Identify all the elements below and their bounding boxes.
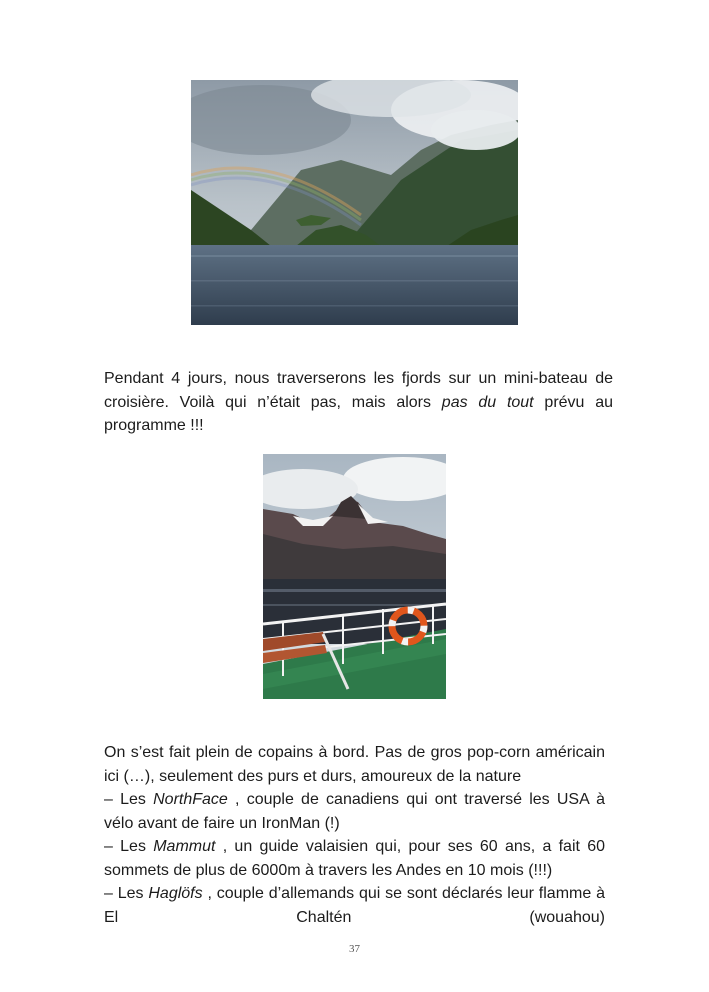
companions-intro: On s’est fait plein de copains à bord. Pas de gros pop-corn américain ici (…), seulement des purs et durs, amoureux de la nature: [104, 744, 605, 785]
paragraph-companions: [104, 741, 605, 929]
mammut-text: , un guide valaisien qui, pour ses 60 ans, a fait 60 sommets de plus de 6000m à travers les Andes en 10 mois (!!!): [104, 838, 605, 879]
mammut-prefix: – Les: [104, 838, 154, 855]
northface-prefix: – Les: [104, 791, 154, 808]
paragraph-fjords: [104, 367, 613, 438]
mammut-name: Mammut: [153, 838, 216, 855]
fjord-illustration: [191, 80, 518, 325]
haglofs-name: Haglöfs: [148, 885, 203, 902]
fjords-text-end: prévu au programme !!!: [104, 393, 614, 434]
fjord-rainbow-photo: [191, 80, 518, 325]
northface-name: NorthFace: [153, 791, 228, 808]
boat-illustration: [263, 454, 446, 699]
haglofs-text: , couple d’allemands qui se sont déclarés leur flamme à: [202, 885, 605, 902]
companion-item-northface: [104, 788, 605, 835]
companion-item-haglofs: [104, 882, 605, 906]
paragraph-fjords-text: [104, 367, 613, 438]
page-number: 37: [349, 943, 360, 955]
companion-item-mammut: [104, 835, 605, 882]
companion-item-haglofs-last-line: El Chaltén (wouahou): [104, 908, 605, 926]
boat-deck-photo: [263, 454, 446, 699]
fjords-emphasis: pas du tout: [441, 393, 534, 411]
northface-text: , couple de canadiens qui ont traversé les USA à vélo avant de faire un IronMan (!): [104, 791, 606, 832]
haglofs-prefix: – Les: [104, 885, 149, 902]
fjords-text-start: Pendant 4 jours, nous traverserons les fjords sur un mini-bateau de croisière. Voilà qui n’était pas, mais alors: [104, 370, 613, 411]
